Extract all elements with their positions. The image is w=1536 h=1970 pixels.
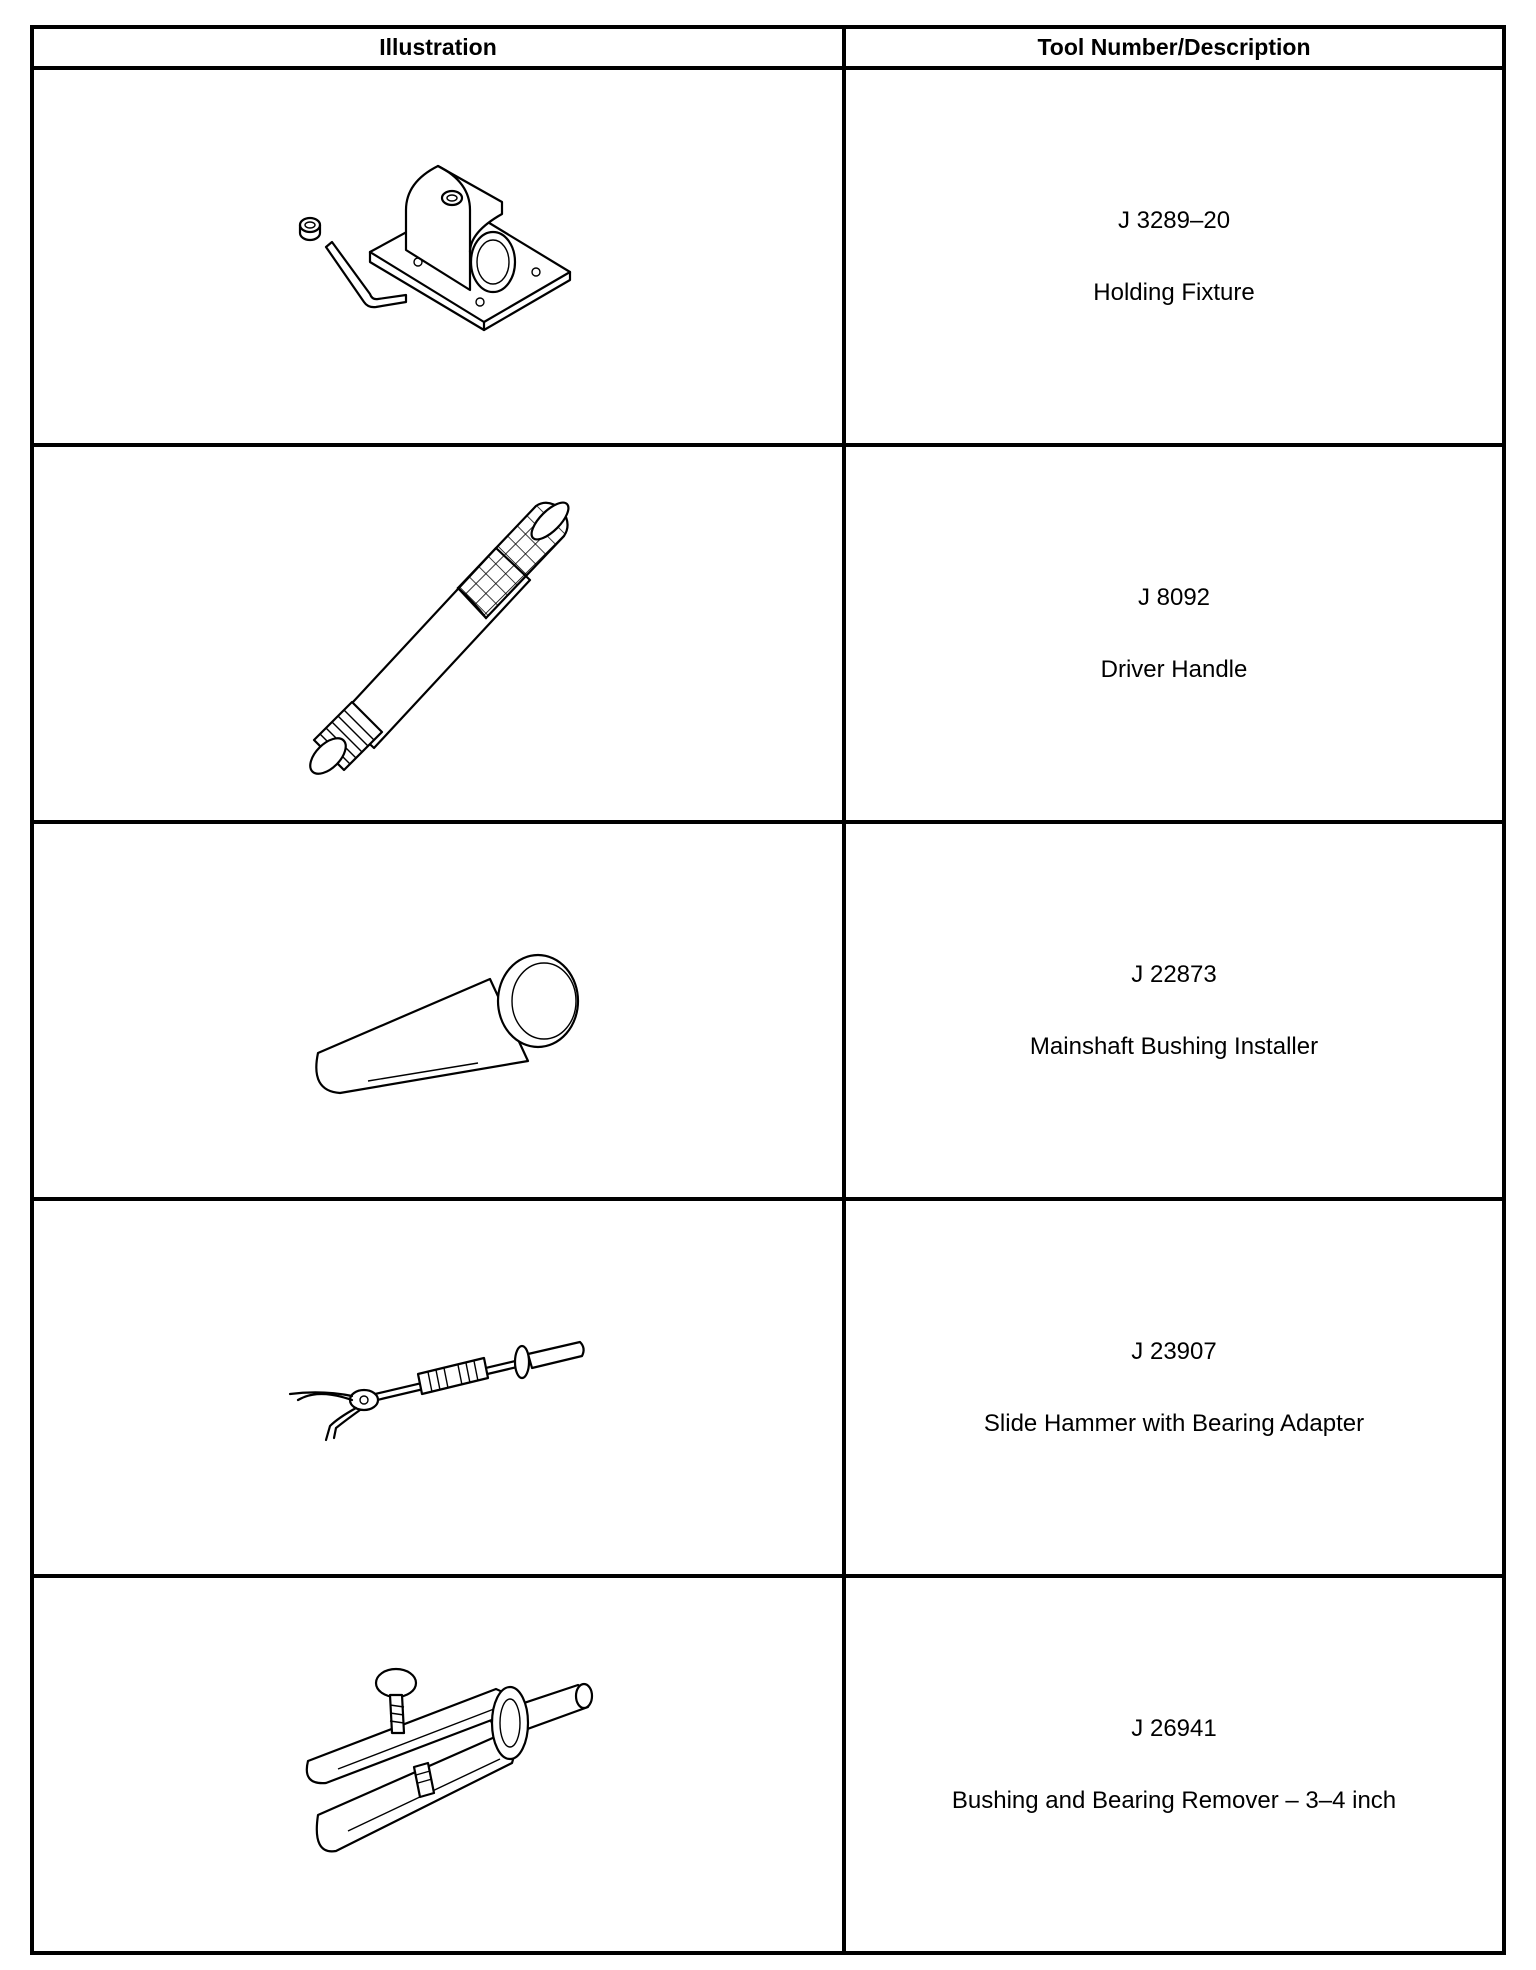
tool-number: J 23907	[1131, 1337, 1217, 1365]
illustration-cell	[32, 822, 844, 1199]
table-row	[32, 822, 1504, 1199]
header-illustration: Illustration	[32, 27, 844, 68]
table-row	[32, 1576, 1504, 1953]
illustration-cell	[32, 445, 844, 822]
table-row	[32, 68, 1504, 445]
holding-fixture-icon	[288, 162, 588, 352]
driver-handle-icon	[278, 484, 598, 784]
table-row	[32, 1199, 1504, 1576]
tool-description: Driver Handle	[1100, 655, 1248, 683]
tool-description-cell	[844, 1199, 1504, 1576]
header-tool-number-description: Tool Number/Description	[844, 27, 1504, 68]
tool-number: J 3289–20	[1117, 206, 1231, 234]
tool-description-cell	[844, 1576, 1504, 1953]
table-row	[32, 445, 1504, 822]
illustration-cell	[32, 1199, 844, 1576]
tool-description-cell	[844, 445, 1504, 822]
tool-description: Bushing and Bearing Remover – 3–4 inch	[951, 1786, 1397, 1814]
tool-number: J 26941	[1131, 1714, 1217, 1742]
bearing-remover-icon	[278, 1655, 598, 1875]
tool-description: Holding Fixture	[1093, 278, 1255, 306]
table-header-row	[32, 27, 1504, 68]
special-tools-table	[30, 25, 1506, 1955]
tool-description: Mainshaft Bushing Installer	[1029, 1032, 1319, 1060]
tool-description: Slide Hammer with Bearing Adapter	[983, 1409, 1365, 1437]
tool-number: J 8092	[1137, 583, 1211, 611]
tool-description-cell	[844, 68, 1504, 445]
bushing-installer-icon	[278, 921, 598, 1101]
illustration-cell	[32, 1576, 844, 1953]
tool-description-cell	[844, 822, 1504, 1199]
illustration-cell	[32, 68, 844, 445]
tool-number: J 22873	[1131, 960, 1217, 988]
slide-hammer-icon	[278, 1328, 598, 1448]
